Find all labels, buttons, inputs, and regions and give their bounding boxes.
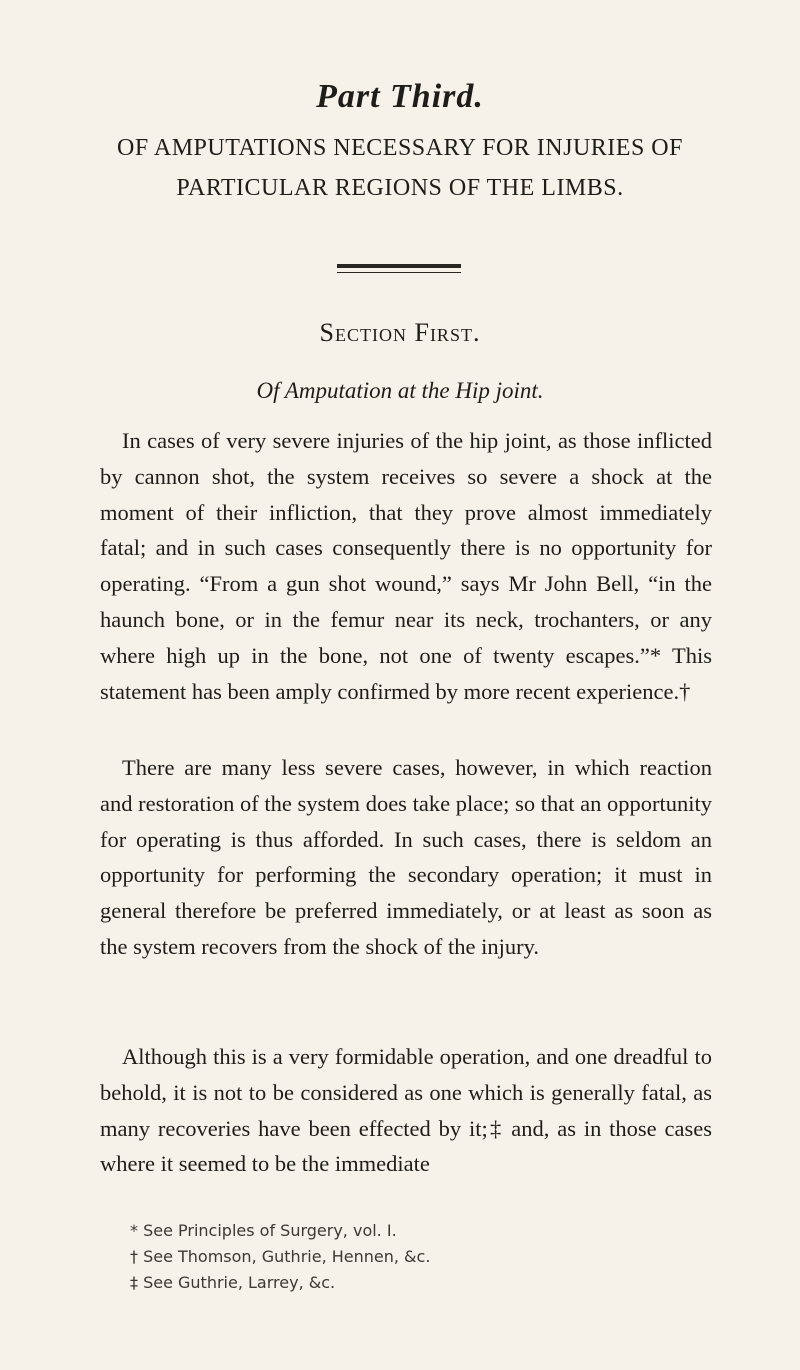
paragraph-3: Although this is a very formidable operation, and one dreadful to behold, it is not to be considered as one which is generally fatal, as many recoveries have been effected by it;‡ and, as in those cases where it seemed to be the immediate [100,1044,712,1177]
part-heading: Part Third. [316,78,484,115]
title-rule-thin [337,272,461,273]
paragraph-1: In cases of very severe injuries of the hip joint, as those inflicted by cannon shot, the system receives so severe a shock at the moment of their infliction, that they prove almost immediately fatal; and in such cases consequently there is no opportunity for operating. “From a gun shot wound,” says Mr John Bell, “in the haunch bone, or in the femur near its neck, trochanters, or any where high up in the bone, not one of twenty escapes.”* This statement has been amply confirmed by more recent experience.† [100,428,712,704]
title-rule-thick [337,264,461,268]
footnotes [130,1218,730,1296]
subsection-title: Of Amputation at the Hip joint. [256,378,544,403]
section-title: Section First. [319,318,481,347]
footnote-3: ‡ See Guthrie, Larrey, &c. [130,1273,336,1292]
footnote-2: † See Thomson, Guthrie, Hennen, &c. [130,1247,431,1266]
chapter-title: OF AMPUTATIONS NECESSARY FOR INJURIES OF PARTICULAR REGIONS OF THE LIMBS. [117,135,683,201]
footnote-1: * See Principles of Surgery, vol. I. [130,1221,397,1240]
paragraph-2: There are many less severe cases, however, in which reaction and restoration of the system does take place; so that an opportunity for operating is thus afforded. In such cases, there is seldom an opportunity for performing the secondary operation; it must in general therefore be preferred immediately, or at least as soon as the system recovers from the shock of the injury. [100,755,712,959]
